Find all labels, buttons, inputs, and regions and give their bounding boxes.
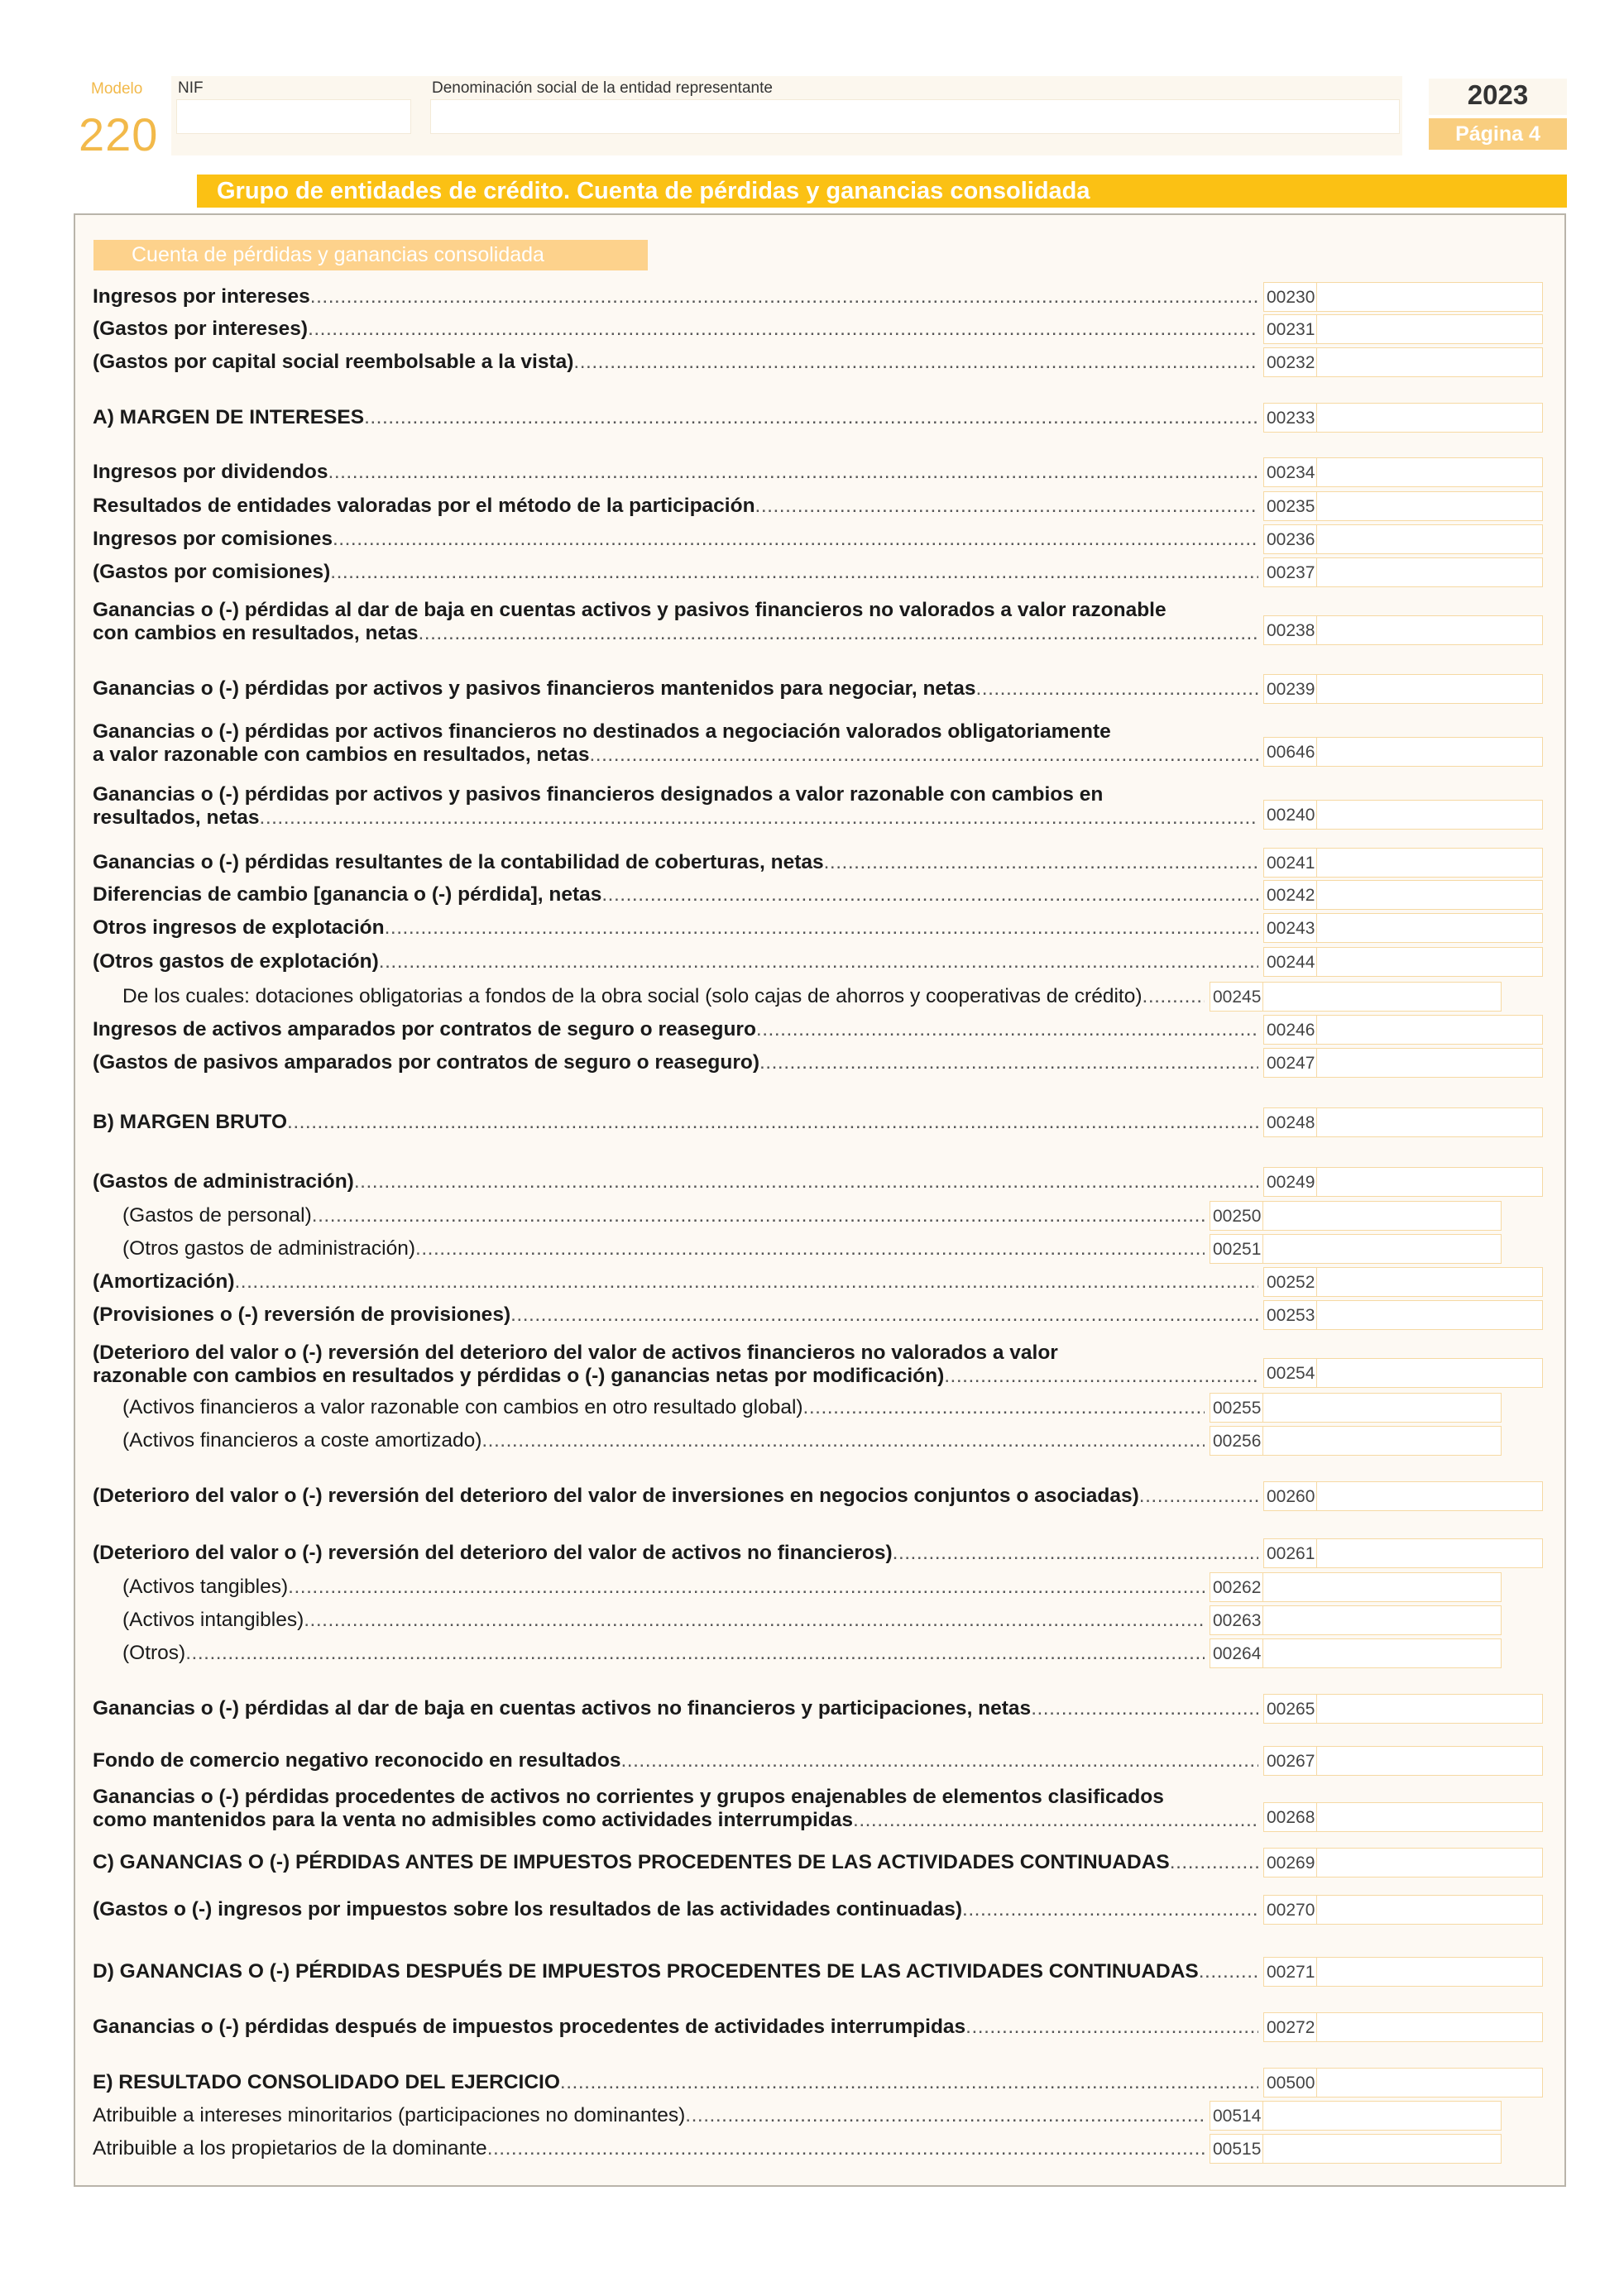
row-label	[122, 1237, 1205, 1260]
row-label-text: Ingresos por intereses	[93, 285, 310, 308]
leader-dots	[962, 1898, 1258, 1921]
field-code: 00268	[1263, 1802, 1316, 1832]
leader-dots	[260, 806, 1258, 830]
field-code: 00500	[1263, 2068, 1316, 2097]
amount-input[interactable]	[1316, 1895, 1543, 1925]
leader-dots	[755, 495, 1258, 518]
field-code: 00271	[1263, 1957, 1316, 1987]
leader-dots	[481, 1429, 1205, 1452]
amount-input[interactable]	[1316, 491, 1543, 521]
row-label	[93, 351, 1258, 374]
leader-dots	[756, 1018, 1258, 1041]
row-label	[93, 1303, 1258, 1327]
amount-input[interactable]	[1262, 1572, 1502, 1602]
field-code: 00254	[1263, 1358, 1316, 1388]
amount-input[interactable]	[1262, 1426, 1502, 1456]
row-label	[93, 599, 1258, 645]
row-label-line1: Ganancias o (-) pérdidas por activos financieros no destinados a negociación valorados obligatoriamente	[93, 720, 1111, 743]
amount-input[interactable]	[1316, 557, 1543, 587]
row-label	[93, 783, 1258, 830]
leader-dots	[589, 744, 1258, 767]
amount-input[interactable]	[1316, 1267, 1543, 1297]
row-label	[122, 1204, 1205, 1227]
row-label	[93, 1786, 1258, 1832]
amount-input[interactable]	[1262, 2101, 1502, 2131]
row-label-text: A) MARGEN DE INTERESES	[93, 406, 365, 428]
leader-dots	[893, 1542, 1258, 1565]
leader-dots	[824, 851, 1258, 874]
amount-input[interactable]	[1262, 1638, 1502, 1668]
row-label-text: (Gastos o (-) ingresos por impuestos sobre los resultados de las actividades continuadas)	[93, 1898, 963, 1921]
leader-dots	[310, 285, 1258, 309]
row-label-line2: a valor razonable con cambios en resultados, netas	[93, 744, 590, 766]
leader-dots	[1143, 985, 1205, 1008]
leader-dots	[385, 916, 1258, 940]
leader-dots	[415, 1237, 1205, 1260]
row-label-text: (Gastos por capital social reembolsable a la vista)	[93, 351, 574, 373]
row-label-text: (Activos tangibles)	[122, 1576, 289, 1598]
row-label-line1: Ganancias o (-) pérdidas al dar de baja en cuentas activos y pasivos financieros no valorados a valor razonable	[93, 599, 1167, 621]
leader-dots	[312, 1204, 1205, 1227]
row-label	[122, 985, 1205, 1008]
row-label-line1: (Deterioro del valor o (-) reversión del deterioro del valor de activos financieros no valorados a valor	[93, 1342, 1058, 1364]
field-code: 00248	[1263, 1107, 1316, 1137]
leader-dots	[685, 2104, 1205, 2127]
row-label	[122, 1609, 1205, 1632]
field-code: 00249	[1263, 1167, 1316, 1197]
row-label-text: Atribuible a intereses minoritarios (participaciones no dominantes)	[93, 2104, 686, 2126]
row-label	[93, 461, 1258, 484]
leader-dots	[288, 1576, 1205, 1599]
row-label	[93, 720, 1258, 767]
row-label-text: (Activos financieros a valor razonable con cambios en otro resultado global)	[122, 1396, 803, 1418]
row-label	[93, 1051, 1258, 1074]
field-code: 00272	[1263, 2012, 1316, 2042]
leader-dots	[185, 1642, 1205, 1665]
page-number: Página 4	[1429, 118, 1567, 150]
amount-input[interactable]	[1316, 2012, 1543, 2042]
row-label	[93, 1851, 1258, 1874]
field-code: 00253	[1263, 1300, 1316, 1330]
row-label	[93, 561, 1258, 584]
row-label-text: B) MARGEN BRUTO	[93, 1111, 288, 1133]
leader-dots	[1031, 1697, 1258, 1720]
row-label-text: (Otros gastos de explotación)	[93, 950, 379, 973]
row-label	[93, 677, 1258, 701]
amount-input[interactable]	[1316, 1300, 1543, 1330]
row-label-text: (Gastos de pasivos amparados por contratos de seguro o reaseguro)	[93, 1051, 759, 1074]
leader-dots	[965, 2016, 1258, 2039]
row-label	[93, 1697, 1258, 1720]
field-code: 00235	[1263, 491, 1316, 521]
row-label	[93, 1485, 1258, 1508]
field-code: 00238	[1263, 615, 1316, 645]
leader-dots	[803, 1396, 1205, 1419]
row-label-text: (Activos financieros a coste amortizado)	[122, 1429, 482, 1452]
leader-dots	[510, 1303, 1258, 1327]
amount-input[interactable]	[1316, 1802, 1543, 1832]
amount-input[interactable]	[1262, 982, 1502, 1012]
row-label	[93, 950, 1258, 973]
amount-input[interactable]	[1316, 1694, 1543, 1724]
row-label-text: Otros ingresos de explotación	[93, 916, 385, 939]
row-label	[93, 285, 1258, 309]
leader-dots	[853, 1809, 1258, 1832]
field-code: 00269	[1263, 1848, 1316, 1877]
row-label-text: Ingresos de activos amparados por contratos de seguro o reaseguro	[93, 1018, 756, 1040]
field-code: 00515	[1210, 2134, 1262, 2164]
field-code: 00234	[1263, 457, 1316, 487]
amount-input[interactable]	[1316, 848, 1543, 878]
leader-dots	[620, 1749, 1258, 1772]
leader-dots	[308, 318, 1258, 341]
leader-dots	[328, 461, 1258, 484]
field-code: 00247	[1263, 1048, 1316, 1078]
row-label	[93, 318, 1258, 341]
row-label-text: (Otros gastos de administración)	[122, 1237, 416, 1260]
amount-input[interactable]	[1316, 403, 1543, 433]
field-code: 00256	[1210, 1426, 1262, 1456]
amount-input[interactable]	[1316, 282, 1543, 312]
amount-input[interactable]	[1316, 524, 1543, 554]
row-label-text: (Deterioro del valor o (-) reversión del deterioro del valor de inversiones en negocios conjuntos o asociadas)	[93, 1485, 1139, 1507]
amount-input[interactable]	[1262, 2134, 1502, 2164]
amount-input[interactable]	[1316, 913, 1543, 943]
leader-dots	[601, 883, 1258, 906]
amount-input[interactable]	[1316, 800, 1543, 830]
amount-input[interactable]	[1316, 674, 1543, 704]
row-label	[93, 2071, 1258, 2094]
row-label-text: Ganancias o (-) pérdidas resultantes de la contabilidad de coberturas, netas	[93, 851, 824, 873]
year: 2023	[1467, 79, 1529, 110]
row-label	[93, 406, 1258, 429]
row-label-text: Ingresos por dividendos	[93, 461, 328, 483]
field-code: 00230	[1263, 282, 1316, 312]
leader-dots	[1139, 1485, 1258, 1508]
row-label-text: Diferencias de cambio [ganancia o (-) pérdida], netas	[93, 883, 602, 906]
row-label-text: Ganancias o (-) pérdidas por activos y pasivos financieros mantenidos para negociar, netas	[93, 677, 976, 700]
leader-dots	[418, 622, 1258, 645]
amount-input[interactable]	[1316, 1015, 1543, 1045]
row-label	[93, 1898, 1258, 1921]
row-label-text: (Provisiones o (-) reversión de provisiones)	[93, 1303, 511, 1326]
row-label-line1: Ganancias o (-) pérdidas por activos y pasivos financieros designados a valor razonable con cambios en	[93, 783, 1104, 806]
row-label-line2: con cambios en resultados, netas	[93, 622, 419, 644]
row-label	[93, 1270, 1258, 1294]
modelo-label: Modelo	[91, 80, 143, 98]
row-label	[93, 916, 1258, 940]
amount-input[interactable]	[1316, 737, 1543, 767]
field-code: 00245	[1210, 982, 1262, 1012]
row-label-text: Resultados de entidades valoradas por el método de la participación	[93, 495, 755, 517]
field-code: 00244	[1263, 947, 1316, 977]
field-code: 00270	[1263, 1895, 1316, 1925]
row-label	[93, 1342, 1258, 1388]
row-label-text: (Gastos por intereses)	[93, 318, 309, 340]
field-code: 00265	[1263, 1694, 1316, 1724]
field-code: 00261	[1263, 1538, 1316, 1568]
nif-label: NIF	[178, 79, 204, 97]
row-label	[122, 1396, 1205, 1419]
amount-input[interactable]	[1316, 1358, 1543, 1388]
leader-dots	[1199, 1960, 1258, 1983]
row-label	[93, 1749, 1258, 1772]
row-label-text: (Deterioro del valor o (-) reversión del deterioro del valor de activos no financieros)	[93, 1542, 893, 1564]
row-label-line2: razonable con cambios en resultados y pérdidas o (-) ganancias netas por modificación)	[93, 1365, 945, 1387]
field-code: 00239	[1263, 674, 1316, 704]
field-code: 00255	[1210, 1393, 1262, 1423]
amount-input[interactable]	[1316, 1167, 1543, 1197]
field-code: 00646	[1263, 737, 1316, 767]
row-label-text: Fondo de comercio negativo reconocido en resultados	[93, 1749, 621, 1772]
amount-input[interactable]	[1316, 2068, 1543, 2097]
leader-dots	[975, 677, 1258, 701]
leader-dots	[1170, 1851, 1258, 1874]
amount-input[interactable]	[1316, 1107, 1543, 1137]
row-label	[93, 1111, 1258, 1134]
row-label	[93, 1542, 1258, 1565]
field-code: 00243	[1263, 913, 1316, 943]
row-label-text: (Amortización)	[93, 1270, 235, 1293]
row-label	[122, 1429, 1205, 1452]
row-label-text: E) RESULTADO CONSOLIDADO DEL EJERCICIO	[93, 2071, 560, 2093]
row-label	[93, 1170, 1258, 1193]
row-label	[93, 851, 1258, 874]
row-label-text: Atribuible a los propietarios de la dominante	[93, 2137, 487, 2160]
row-label	[93, 2137, 1205, 2160]
row-label-text: (Activos intangibles)	[122, 1609, 304, 1631]
row-label-text: De los cuales: dotaciones obligatorias a fondos de la obra social (solo cajas de ahorros y cooperativas de crédito)	[122, 985, 1143, 1007]
amount-input[interactable]	[1316, 1848, 1543, 1877]
field-code: 00250	[1210, 1201, 1262, 1231]
row-label	[93, 883, 1258, 906]
row-label	[93, 495, 1258, 518]
field-code: 00264	[1210, 1638, 1262, 1668]
nif-field[interactable]	[176, 99, 411, 134]
field-code: 00237	[1263, 557, 1316, 587]
leader-dots	[759, 1051, 1258, 1074]
row-label-line2: resultados, netas	[93, 806, 260, 829]
row-label	[122, 1576, 1205, 1599]
row-label	[122, 1642, 1205, 1665]
field-code: 00246	[1263, 1015, 1316, 1045]
row-label-text: (Otros)	[122, 1642, 186, 1664]
field-code: 00240	[1263, 800, 1316, 830]
amount-input[interactable]	[1262, 1605, 1502, 1635]
field-code: 00242	[1263, 880, 1316, 910]
field-code: 00241	[1263, 848, 1316, 878]
leader-dots	[235, 1270, 1259, 1294]
row-label-text: (Gastos de administración)	[93, 1170, 354, 1193]
denominacion-field[interactable]	[430, 99, 1400, 134]
leader-dots	[573, 351, 1258, 374]
amount-input[interactable]	[1316, 1481, 1543, 1511]
row-label	[93, 2104, 1205, 2127]
amount-input[interactable]	[1262, 1201, 1502, 1231]
amount-input[interactable]	[1316, 347, 1543, 377]
field-code: 00262	[1210, 1572, 1262, 1602]
field-code: 00267	[1263, 1746, 1316, 1776]
modelo-number: 220	[79, 108, 159, 160]
field-code: 00231	[1263, 314, 1316, 344]
row-label-line2: como mantenidos para la venta no admisibles como actividades interrumpidas	[93, 1809, 854, 1831]
row-label-text: C) GANANCIAS O (-) PÉRDIDAS ANTES DE IMPUESTOS PROCEDENTES DE LAS ACTIVIDADES CONTINUADAS	[93, 1851, 1170, 1873]
row-label-text: Ganancias o (-) pérdidas al dar de baja en cuentas activos no financieros y participaciones, netas	[93, 1697, 1032, 1720]
amount-input[interactable]	[1316, 457, 1543, 487]
field-code: 00251	[1210, 1234, 1262, 1264]
leader-dots	[364, 406, 1258, 429]
row-label	[93, 1960, 1258, 1983]
amount-input[interactable]	[1316, 1746, 1543, 1776]
field-code: 00263	[1210, 1605, 1262, 1635]
denominacion-label: Denominación social de la entidad representante	[432, 79, 773, 97]
field-code: 00233	[1263, 403, 1316, 433]
amount-input[interactable]	[1262, 1393, 1502, 1423]
leader-dots	[487, 2137, 1205, 2160]
amount-input[interactable]	[1262, 1234, 1502, 1264]
field-code: 00252	[1263, 1267, 1316, 1297]
amount-input[interactable]	[1316, 1957, 1543, 1987]
field-code: 00260	[1263, 1481, 1316, 1511]
amount-input[interactable]	[1316, 947, 1543, 977]
row-label-text: Ganancias o (-) pérdidas después de impuestos procedentes de actividades interrumpidas	[93, 2016, 966, 2038]
field-code: 00232	[1263, 347, 1316, 377]
leader-dots	[304, 1609, 1205, 1632]
leader-dots	[379, 950, 1258, 973]
leader-dots	[333, 528, 1258, 551]
row-label	[93, 528, 1258, 551]
field-code: 00236	[1263, 524, 1316, 554]
leader-dots	[287, 1111, 1258, 1134]
page-title: Grupo de entidades de crédito. Cuenta de pérdidas y ganancias consolidada	[197, 175, 1567, 208]
amount-input[interactable]	[1316, 615, 1543, 645]
amount-input[interactable]	[1316, 314, 1543, 344]
field-code: 00514	[1210, 2101, 1262, 2131]
row-label-text: (Gastos por comisiones)	[93, 561, 331, 583]
leader-dots	[560, 2071, 1258, 2094]
amount-input[interactable]	[1316, 1048, 1543, 1078]
leader-dots	[354, 1170, 1258, 1193]
row-label-line1: Ganancias o (-) pérdidas procedentes de activos no corrientes y grupos enajenables de elementos clasificados	[93, 1786, 1164, 1808]
section-title: Cuenta de pérdidas y ganancias consolidada	[93, 240, 648, 270]
leader-dots	[330, 561, 1258, 584]
row-label	[93, 1018, 1258, 1041]
leader-dots	[944, 1365, 1258, 1388]
row-label-text: D) GANANCIAS O (-) PÉRDIDAS DESPUÉS DE IMPUESTOS PROCEDENTES DE LAS ACTIVIDADES CONTINUADAS	[93, 1960, 1199, 1983]
row-label	[93, 2016, 1258, 2039]
amount-input[interactable]	[1316, 880, 1543, 910]
row-label-text: Ingresos por comisiones	[93, 528, 333, 550]
row-label-text: (Gastos de personal)	[122, 1204, 312, 1227]
amount-input[interactable]	[1316, 1538, 1543, 1568]
